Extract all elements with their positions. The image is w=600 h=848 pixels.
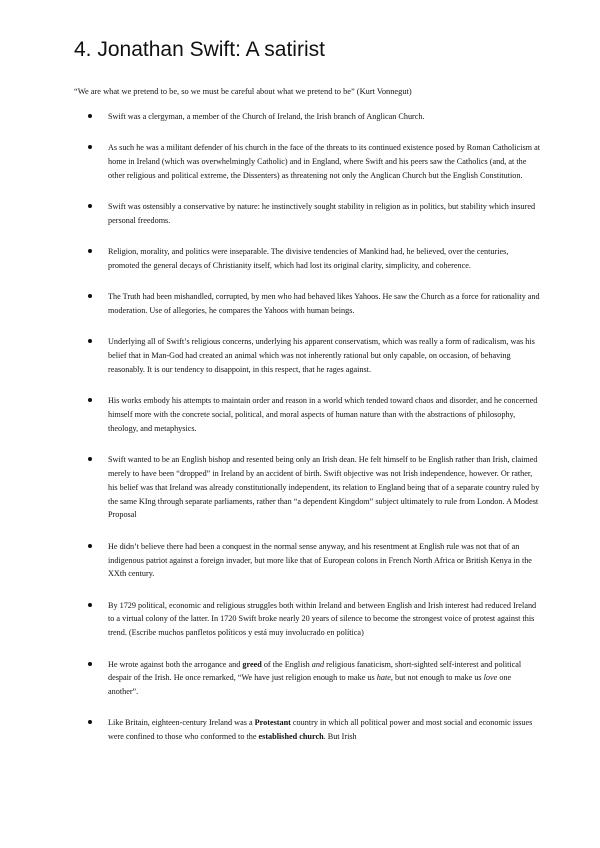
epigraph-quote: “We are what we pretend to be, so we must be careful about what we pretend to be” (Kurt Vonnegut) [74,87,412,96]
emphasis-love: love [483,673,498,683]
emphasis-established-church: established church [258,732,324,742]
emphasis-protestant: Protestant [254,718,291,728]
list-item: He wrote against both the arrogance and greed of the English and religious fanaticism, short-sighted self-interest and political despair of the Irish. He once remarked, “We have just religion enough to make us hate, but not enough to make us love one another”. [0,658,600,699]
list-item: Like Britain, eighteen-century Ireland was a Protestant country in which all political power and most social and economic issues were confined to those who conformed to the established church. But Irish [0,716,600,744]
bullet-icon [88,398,92,402]
list-item: By 1729 political, economic and religious struggles both within Ireland and between English and Irish interest had reduced Ireland to a virtual colony of the latter. In 1720 Swift broke nearly 20 years of silence to become the strongest voice of protest against this trend. (Escribe muchos panfletos políticos y está muy involucrado en política) [0,599,600,640]
bullet-icon [88,603,92,607]
bullet-icon [88,294,92,298]
list-item: He didn’t believe there had been a conquest in the normal sense anyway, and his resentment at English rule was not that of an indigenous patriot against a foreign invader, but more like that of European colons in French North Africa or British Kenya in the XXth century. [0,540,600,581]
bullet-icon [88,457,92,461]
list-item: Swift wanted to be an English bishop and resented being only an Irish dean. He felt himself to be English rather than Irish, claimed merely to have been “dropped” in Ireland by an accident of birth. Swift objective was not Irish independence, however. Or rather, his belief was that Ireland was already constitutionally independent, its relation to England being that of a separate country ruled by the same KIng through separate parliaments, rather than “a dependent Kingdom” subject ultimately to rule from London. A Modest Proposal [0,453,600,522]
emphasis-greed: greed [242,659,262,669]
bullet-icon [88,720,92,724]
page-title: 4. Jonathan Swift: A satirist [74,38,325,61]
list-item: Religion, morality, and politics were inseparable. The divisive tendencies of Mankind had, he believed, over the centuries, promoted the general decays of Christianity itself, which had lost its original clarity, simplicity, and coherence. [0,245,600,273]
bullet-icon [88,662,92,666]
list-item: Swift was a clergyman, a member of the Church of Ireland, the Irish branch of Anglican Church. [0,110,600,124]
bullet-icon [88,114,92,118]
list-item: Underlying all of Swift’s religious concerns, underlying his apparent conservatism, which was really a form of radicalism, was his belief that in Man-God had created an animal which was not inherently rational but only capable, on occasion, of behaving reasonably. It is our tendency to disappoint, in this respect, that he rages against. [0,335,600,376]
bullet-list [0,110,600,762]
emphasis-and: and [311,659,325,669]
bullet-icon [88,204,92,208]
bullet-icon [88,544,92,548]
bullet-icon [88,249,92,253]
bullet-icon [88,339,92,343]
list-item: As such he was a militant defender of his church in the face of the threats to its continued existence posed by Roman Catholicism at home in Ireland (which was overwhelmingly Catholic) and in England, where Swift and his peers saw the Catholics (and, at the other religious and political extreme, the Dissenters) as threatening not only the Anglican Church but the English Constitution. [0,141,600,182]
list-item: The Truth had been mishandled, corrupted, by men who had behaved likes Yahoos. He saw the Church as a force for rationality and moderation. Use of allegories, he compares the Yahoos with human beings. [0,290,600,318]
emphasis-hate: hate [376,673,391,683]
list-item: Swift was ostensibly a conservative by nature: he instinctively sought stability in religion as in politics, but stability which insured personal freedoms. [0,200,600,228]
bullet-icon [88,145,92,149]
list-item: His works embody his attempts to maintain order and reason in a world which tended toward chaos and disorder, and he concerned himself more with the concrete social, political, and moral aspects of human nature than with the abstractions of philosophy, theology, and metaphysics. [0,394,600,435]
